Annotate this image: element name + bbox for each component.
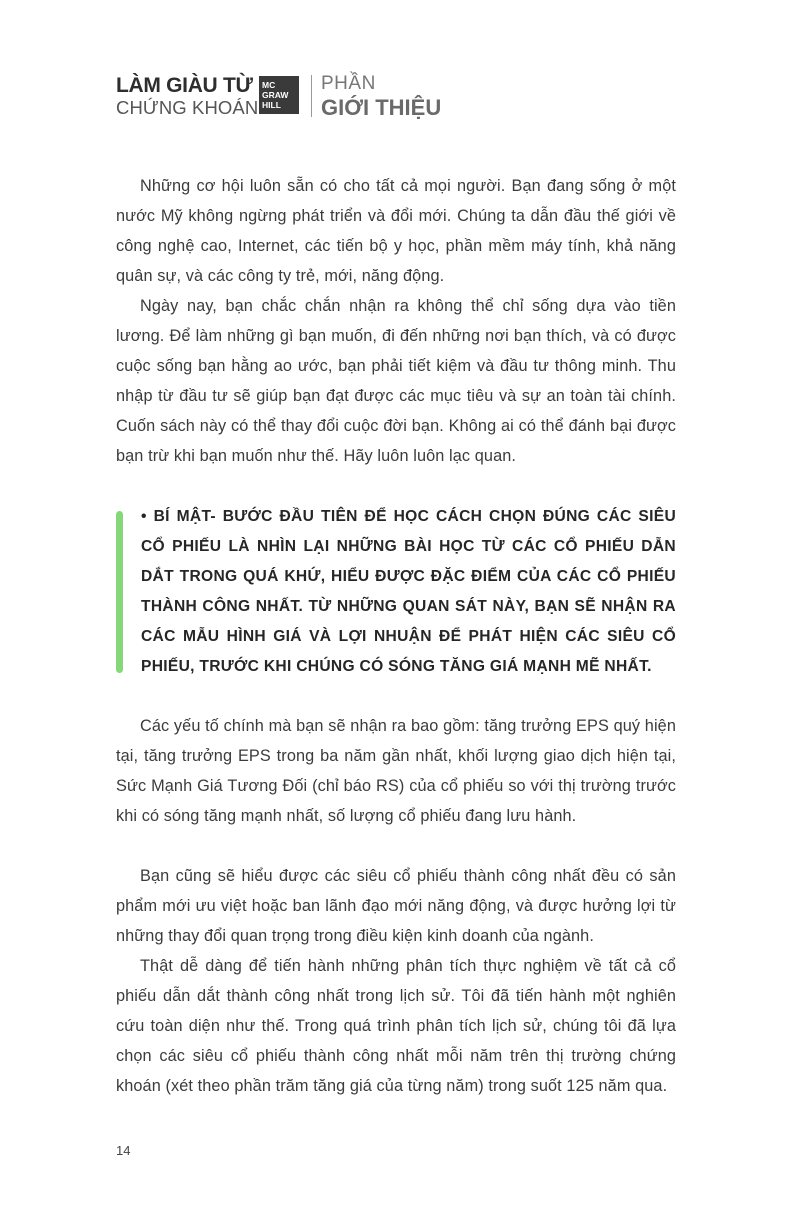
section-title: GIỚI THIỆU — [321, 95, 442, 120]
callout-accent-bar — [116, 511, 123, 673]
body-paragraph-1: Những cơ hội luôn sẵn có cho tất cả mọi người. Bạn đang sống ở một nước Mỹ không ngừng phát triển và đổi mới. Chúng ta dẫn đầu thế giới về công nghệ cao, Internet, các tiến bộ y học, phần mềm máy tính, khả năng quân sự, và các công ty trẻ, mới, năng động. — [116, 177, 676, 285]
page-number: 14 — [116, 1143, 131, 1158]
logo-text-graw: GRAW — [262, 90, 289, 100]
logo-text-mc: MC — [262, 80, 276, 90]
section-label: PHẦN — [321, 73, 376, 94]
header-divider — [311, 75, 312, 117]
body-paragraph-3: Các yếu tố chính mà bạn sẽ nhận ra bao gồm: tăng trưởng EPS quý hiện tại, tăng trưởng EPS trong ba năm gần nhất, khối lượng giao dịch hiện tại, Sức Mạnh Giá Tương Đối (chỉ báo RS) của cổ phiếu so với thị trường trước khi có sóng tăng mạnh nhất, số lượng cổ phiếu đang lưu hành. — [116, 717, 676, 825]
body-paragraph-4: Bạn cũng sẽ hiểu được các siêu cổ phiếu thành công nhất đều có sản phẩm mới ưu việt hoặc ban lãnh đạo mới năng động, và được hưởng lợi từ những thay đổi quan trọng trong điều kiện kinh doanh của ngành. — [116, 867, 676, 945]
body-paragraph-2: Ngày nay, bạn chắc chắn nhận ra không thể chỉ sống dựa vào tiền lương. Để làm những gì bạn muốn, đi đến những nơi bạn thích, và có được cuộc sống bạn hằng ao ước, bạn phải tiết kiệm và đầu tư thông minh. Thu nhập từ đầu tư sẽ giúp bạn đạt được các mục tiêu và sự an toàn tài chính. Cuốn sách này có thể thay đổi cuộc đời bạn. Không ai có thể đánh bại được bạn trừ khi bạn muốn như thế. Hãy luôn luôn lạc quan. — [116, 297, 676, 465]
secret-callout: • BÍ MẬT- BƯỚC ĐẦU TIÊN ĐỂ HỌC CÁCH CHỌN ĐÚNG CÁC SIÊU CỔ PHIẾU LÀ NHÌN LẠI NHỮNG BÀI HỌC TỪ CÁC CỔ PHIẾU DẪN DẮT TRONG QUÁ KHỨ, HIỂU ĐƯỢC ĐẶC ĐIỂM CỦA CÁC CỔ PHIẾU THÀNH CÔNG NHẤT. TỪ NHỮNG QUAN SÁT NÀY, BẠN SẼ NHẬN RA CÁC MẪU HÌNH GIÁ VÀ LỢI NHUẬN ĐỂ PHÁT HIỆN CÁC SIÊU CỔ PHIẾU, TRƯỚC KHI CHÚNG CÓ SÓNG TĂNG GIÁ MẠNH MẼ NHẤT. — [141, 508, 676, 675]
logo-text-hill: HILL — [262, 100, 281, 110]
book-title-line2: CHỨNG KHOÁN — [116, 97, 259, 118]
publisher-logo — [259, 76, 299, 114]
book-title-line1: LÀM GIÀU TỪ — [116, 74, 253, 97]
body-paragraph-5: Thật dễ dàng để tiến hành những phân tích thực nghiệm về tất cả cổ phiếu dẫn dắt thành công nhất trong lịch sử. Tôi đã tiến hành một nghiên cứu toàn diện như thế. Trong quá trình phân tích lịch sử, chúng tôi đã lựa chọn các siêu cổ phiếu thành công nhất mỗi năm trên thị trường chứng khoán (xét theo phần trăm tăng giá của từng năm) trong suốt 125 năm qua. — [116, 957, 676, 1095]
